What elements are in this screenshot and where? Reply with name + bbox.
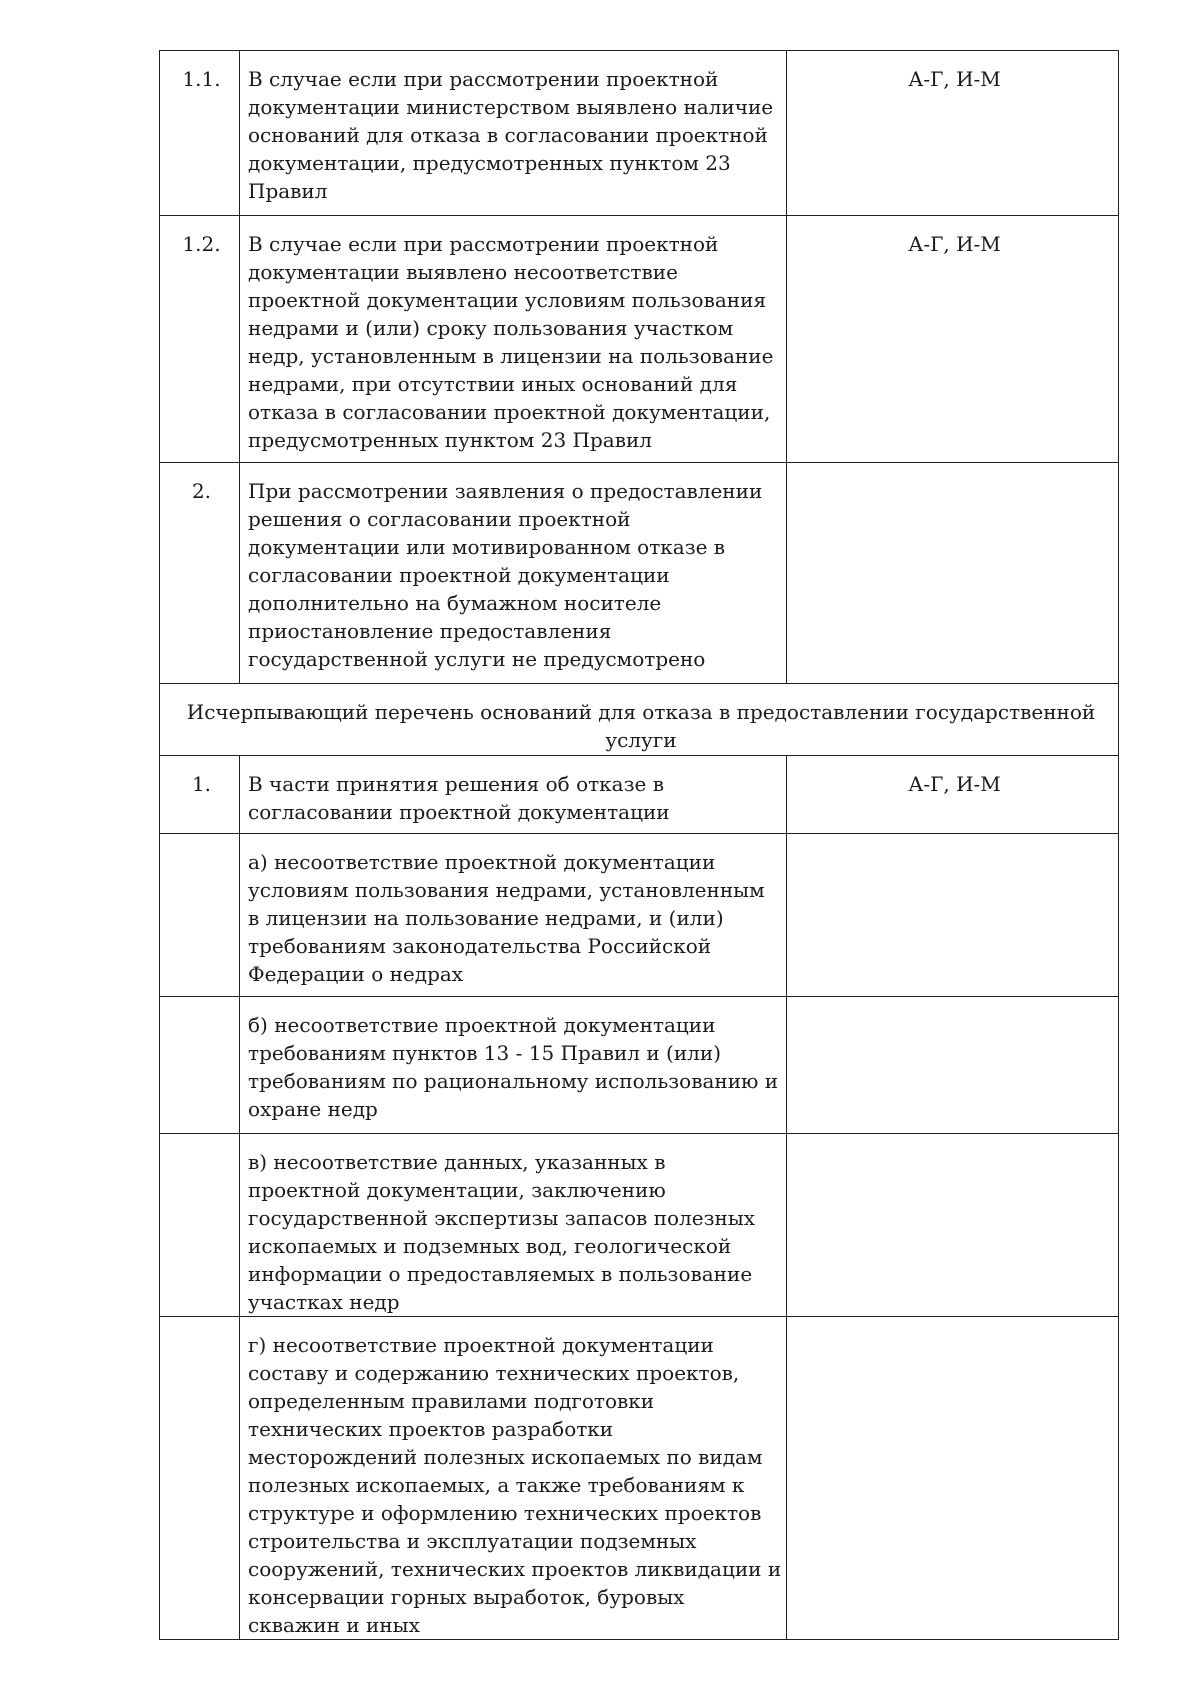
row-number: 1. (160, 756, 240, 834)
row-text: б) несоответствие проектной документации требованиям пунктов 13 - 15 Правил и (или) требованиям по рациональному использованию и охране недр (240, 997, 787, 1134)
table-row (160, 997, 1119, 1134)
row-code: А-Г, И-М (787, 51, 1119, 216)
grounds-table (159, 50, 1119, 1640)
row-number (160, 834, 240, 997)
row-text: а) несоответствие проектной документации условиям пользования недрами, установленным в лицензии на пользование недрами, и (или) требованиям законодательства Российской Федерации о недрах (240, 834, 787, 997)
row-text: В случае если при рассмотрении проектной документации министерством выявлено наличие оснований для отказа в согласовании проектной документации, предусмотренных пунктом 23 Правил (240, 51, 787, 216)
row-code (787, 834, 1119, 997)
section-header: Исчерпывающий перечень оснований для отказа в предоставлении государственной услуги (160, 684, 1119, 756)
row-code (787, 1317, 1119, 1640)
table-row (160, 51, 1119, 216)
row-code (787, 997, 1119, 1134)
table-row (160, 756, 1119, 834)
row-code (787, 463, 1119, 684)
row-code: А-Г, И-М (787, 216, 1119, 463)
row-text: В случае если при рассмотрении проектной документации выявлено несоответствие проектной документации условиям пользования недрами и (или) сроку пользования участком недр, установленным в лицензии на пользование недрами, при отсутствии иных оснований для отказа в согласовании проектной документации, предусмотренных пунктом 23 Правил (240, 216, 787, 463)
table-row (160, 216, 1119, 463)
row-number (160, 1317, 240, 1640)
row-code: А-Г, И-М (787, 756, 1119, 834)
row-number (160, 997, 240, 1134)
row-number: 2. (160, 463, 240, 684)
row-code (787, 1134, 1119, 1317)
row-number (160, 1134, 240, 1317)
table-row (160, 834, 1119, 997)
row-number: 1.1. (160, 51, 240, 216)
row-number: 1.2. (160, 216, 240, 463)
row-text: В части принятия решения об отказе в согласовании проектной документации (240, 756, 787, 834)
row-text: г) несоответствие проектной документации составу и содержанию технических проектов, определенным правилами подготовки технических проектов разработки месторождений полезных ископаемых по видам полезных ископаемых, а также требованиям к структуре и оформлению технических проектов строительства и эксплуатации подземных сооружений, технических проектов ликвидации и консервации горных выработок, буровых скважин и иных (240, 1317, 787, 1640)
table-row (160, 1317, 1119, 1640)
table-row (160, 463, 1119, 684)
row-text: в) несоответствие данных, указанных в проектной документации, заключению государственной экспертизы запасов полезных ископаемых и подземных вод, геологической информации о предоставляемых в пользование участках недр (240, 1134, 787, 1317)
row-text: При рассмотрении заявления о предоставлении решения о согласовании проектной документации или мотивированном отказе в согласовании проектной документации дополнительно на бумажном носителе приостановление предоставления государственной услуги не предусмотрено (240, 463, 787, 684)
section-header-row (160, 684, 1119, 756)
table-row (160, 1134, 1119, 1317)
